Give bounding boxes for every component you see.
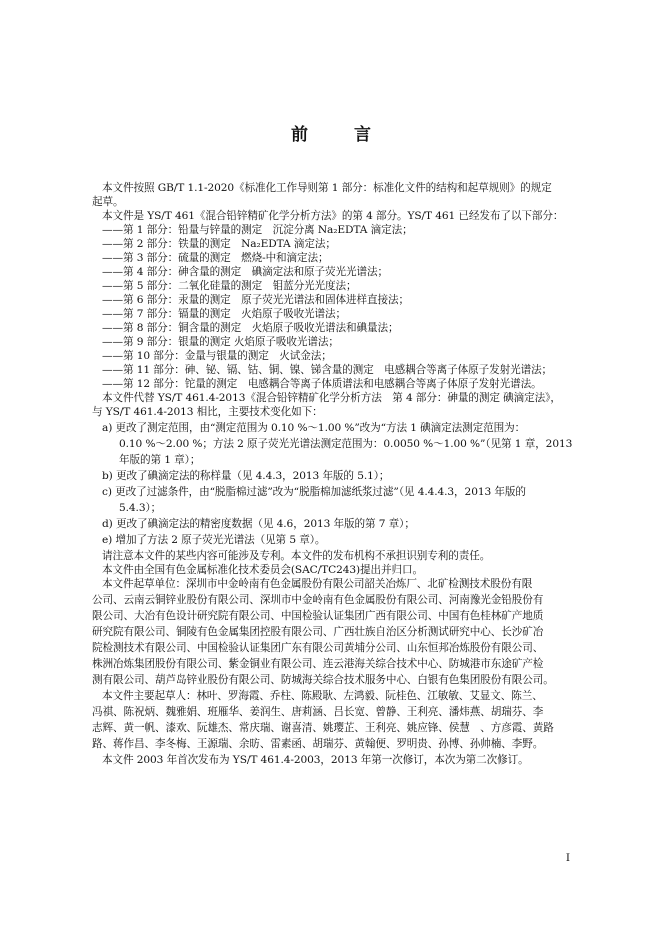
- text-line: 测有限公司、葫芦岛锌业股份有限公司、防城海关综合技术服务中心、白银有色集团股份有限公司。: [92, 674, 554, 686]
- text-line: 本文件起草单位：深圳市中金岭南有色金属股份有限公司韶关冶炼厂、北矿检测技术股份有限: [102, 578, 533, 590]
- list-item: ——第 7 部分：镉量的测定 火焰原子吸收光谱法；: [102, 308, 347, 320]
- list-item: ——第 3 部分：硫量的测定 燃烧-中和滴定法；: [102, 252, 329, 264]
- page-title: [0, 120, 662, 145]
- text-line: 请注意本文件的某些内容可能涉及专利。本文件的发布机构不承担识别专利的责任。: [102, 550, 491, 562]
- change-item: e) 增加了方法 2 原子荧光光谱法（见第 5 章）。: [102, 534, 326, 546]
- change-item: a) 更改了测定范围，由“测定范围为 0.10 %～1.00 %”改为“方法 1 碘滴定法测定范围为：: [102, 422, 526, 434]
- text-line: 志辉、黄一帆、漆欢、阮雄杰、常庆瑞、谢喜清、姚璎芷、王利亮、姚应锋、侯慧 、方彦霞、黄路: [92, 722, 554, 734]
- text-line: 本文件主要起草人：林叶、罗海霞、乔柱、陈殿耿、左鸿毅、阮桂色、江敏敏、艾显文、陈兰、: [102, 690, 543, 702]
- text-line: 本文件 2003 年首次发布为 YS/T 461.4-2003，2013 年第一次修订，本次为第二次修订。: [102, 754, 529, 766]
- text-line: 起草。: [92, 196, 124, 208]
- change-item: c) 更改了过滤条件，由“脱脂棉过滤”改为“脱脂棉加滤纸浆过滤”（见 4.4.4.3，2013 年版的: [102, 486, 526, 498]
- text-line: 限公司、大冶有色设计研究院有限公司、中国检验认证集团广西有限公司、中国有色桂林矿产地质: [92, 610, 544, 622]
- list-item: ——第 5 部分：二氧化硅量的测定 钼蓝分光光度法；: [102, 280, 357, 292]
- text-line: 研究院有限公司、铜陵有色金属集团控股有限公司、广西壮族自治区分析测试研究中心、长沙矿冶: [92, 626, 544, 638]
- change-item-continuation: 年版的第 1 章）；: [119, 454, 201, 466]
- change-item-continuation: 0.10 %～2.00 %；方法 2 原子荧光光谱法测定范围为：0.0050 %～1.00 %”（见第 1 章，2013: [119, 438, 573, 450]
- text-line: 路、蒋作昌、李冬梅、王源瑞、余昉、雷素函、胡瑞芬、黄翰便、罗明贵、孙博、孙帅楠、李野。: [92, 738, 544, 750]
- list-item: ——第 4 部分：砷含量的测定 碘滴定法和原子荧光光谱法；: [102, 266, 389, 278]
- change-item: b) 更改了碘滴定法的称样量（见 4.4.3，2013 年版的 5.1）；: [102, 470, 390, 482]
- text-line: 院检测技术有限公司、中国检验认证集团广东有限公司黄埔分公司、山东恒邦冶炼股份有限公司、: [92, 642, 544, 654]
- text-line: 本文件是 YS/T 461《混合铅锌精矿化学分析方法》的第 4 部分。YS/T 461 已经发布了以下部分：: [102, 210, 564, 222]
- list-item: ——第 12 部分：铊量的测定 电感耦合等离子体质谱法和电感耦合等离子体原子发射光谱法。: [102, 378, 542, 390]
- list-item: ——第 8 部分：铜含量的测定 火焰原子吸收光谱法和碘量法；: [102, 322, 399, 334]
- change-item-continuation: 5.4.3）；: [119, 502, 162, 514]
- text-line: 本文件按照 GB/T 1.1-2020《标准化工作导则第 1 部分：标准化文件的结构和起草规则》的规定: [102, 182, 552, 194]
- text-line: 与 YS/T 461.4-2013 相比，主要技术变化如下：: [92, 406, 323, 418]
- page-number: I: [565, 852, 570, 864]
- text-line: 冯祺、陈祝炳、魏雅娟、班雁华、姜润生、唐莉涵、吕长宽、曾静、王利亮、潘炜燕、胡瑞芬、李: [92, 706, 544, 718]
- title-char-2: 言: [354, 125, 371, 145]
- change-item: d) 更改了碘滴定法的精密度数据（见 4.6，2013 年版的第 7 章）；: [102, 518, 415, 530]
- text-line: 本文件代替 YS/T 461.4-2013《混合铅锌精矿化学分析方法 第 4 部分：砷量的测定 碘滴定法》，: [102, 392, 561, 404]
- text-line: 本文件由全国有色金属标准化技术委员会(SAC/TC243)提出并归口。: [102, 564, 423, 576]
- list-item: ——第 11 部分：砷、铋、镉、钴、铜、镍、锑含量的测定 电感耦合等离子体原子发射光谱法；: [102, 364, 553, 376]
- list-item: ——第 1 部分：铅量与锌量的测定 沉淀分离 Na₂EDTA 滴定法；: [102, 224, 413, 236]
- list-item: ——第 10 部分：金量与银量的测定 火试金法；: [102, 350, 332, 362]
- text-line: 株洲冶炼集团股份有限公司、紫金铜业有限公司、连云港海关综合技术中心、防城港市东途矿产检: [92, 658, 544, 670]
- text-line: 公司、云南云铜锌业股份有限公司、深圳市中金岭南有色金属股份有限公司、河南豫光金铅股份有: [92, 594, 544, 606]
- list-item: ——第 9 部分：银量的测定 火焰原子吸收光谱法；: [102, 336, 339, 348]
- list-item: ——第 6 部分：汞量的测定 原子荧光光谱法和固体进样直接法；: [102, 294, 409, 306]
- title-char-1: 前: [291, 125, 308, 145]
- list-item: ——第 2 部分：铁量的测定 Na₂EDTA 滴定法；: [102, 238, 336, 250]
